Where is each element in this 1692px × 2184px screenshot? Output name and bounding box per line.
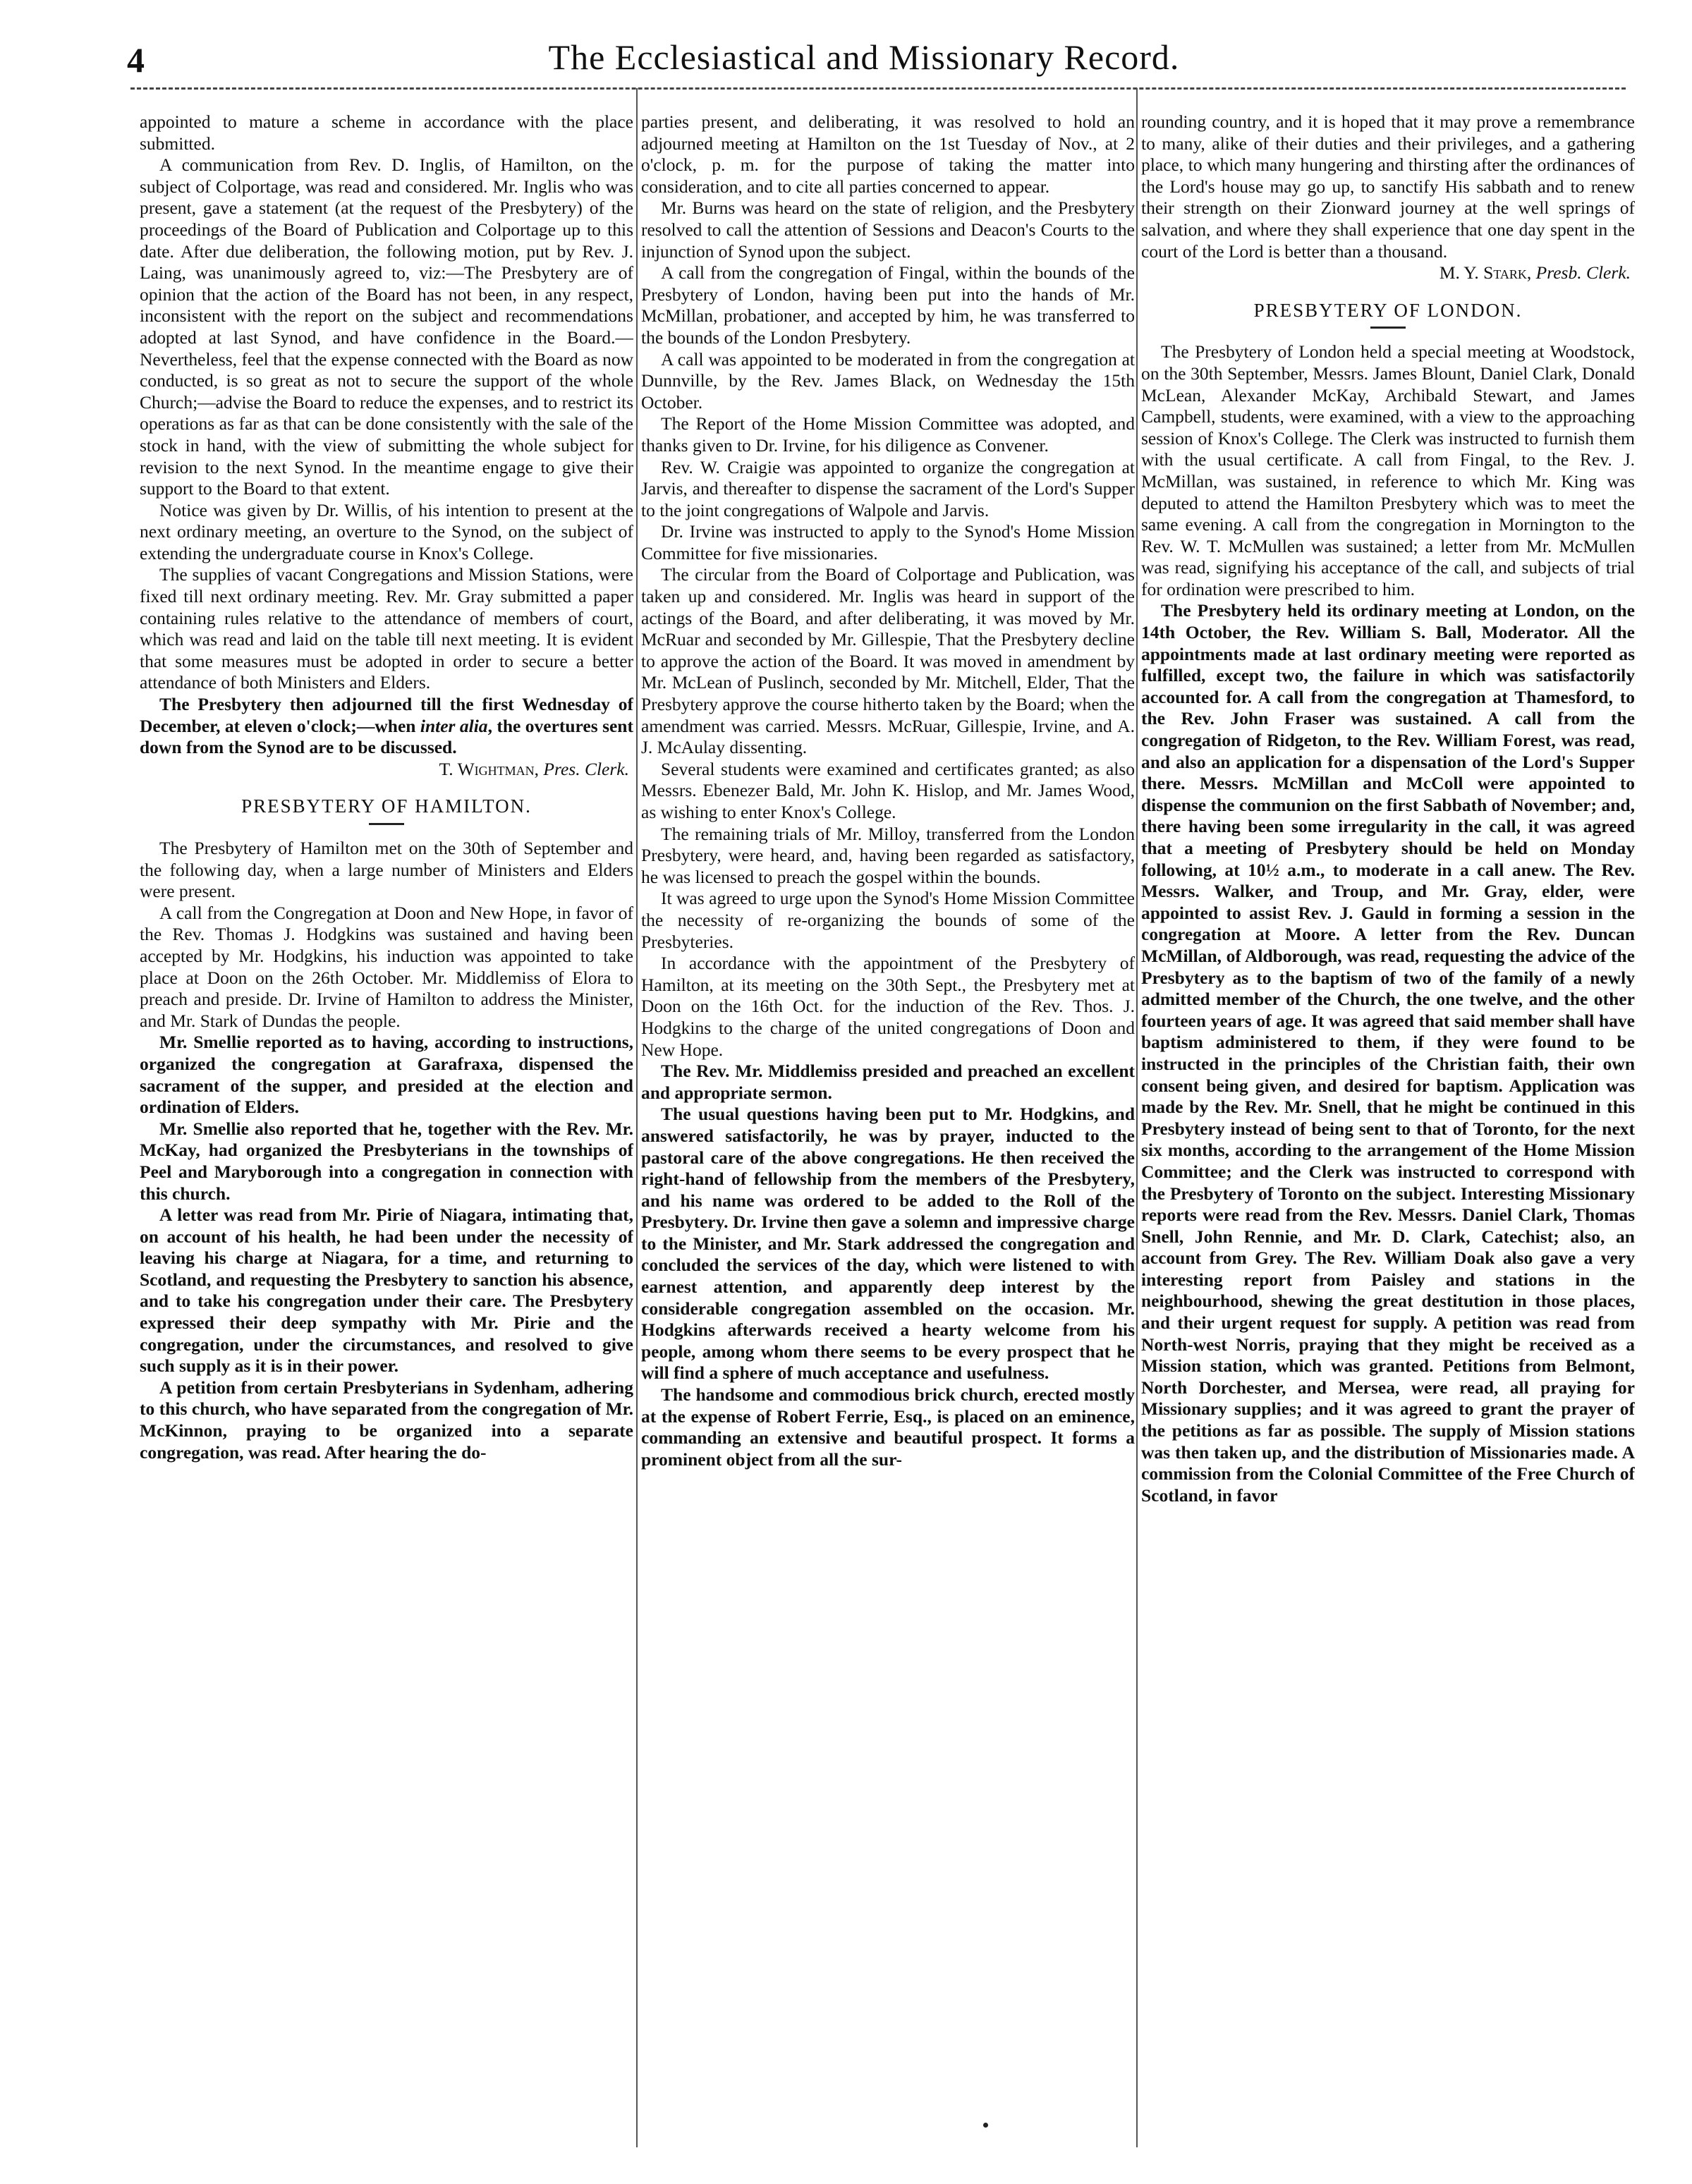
- column-divider: [1136, 88, 1138, 2147]
- paragraph: appointed to mature a scheme in accordance with the place submitted.: [140, 111, 633, 154]
- text-run: The Presbytery then adjourned till the first Wednesday of December, at eleven o'clock;—when: [140, 694, 633, 736]
- paragraph: Mr. Burns was heard on the state of religion, and the Presbytery resolved to call the attention of Sessions and Deacon's Courts to the injunction of Synod upon the subject.: [641, 197, 1135, 262]
- signature-name: T. Wightman,: [439, 758, 540, 779]
- paragraph: The Presbytery held its ordinary meeting at London, on the 14th October, the Rev. William S. Ball, Moderator. All the appointments made at last ordinary meeting were reported as fulfilled, except two, the failure in which was satisfactorily accounted for. A call from the congregation at Thamesford, to the Rev. John Fraser was sustained. A call from the congregation of Ridgeton, to the Rev. William Forest, was read, and also an application for a dispensation of the Lord's Supper there. Messrs. McMillan and McColl were appointed to dispense the communion on the first Sabbath of November; and, there having been some irregularity in the call, it was agreed that a meeting of Presbytery should be held on Monday following, at 10½ a.m., to moderate in a call anew. The Rev. Messrs. Walker, and Troup, and Mr. Gray, elder, were appointed to assist Rev. J. Gauld in forming a session in the congregation at Moore. A letter from the Rev. Duncan McMillan, of Aldborough, was read, requesting the advice of the Presbytery as to the baptism of two of the family of a newly admitted member of the Church, the one twelve, and the other fourteen years of age. It was agreed that said member shall have baptism administered to them, if they were found to be instructed in the principles of the Christian faith, their own consent being given, and desired for baptism. Application was made by the Rev. Mr. Snell, that he might be continued in this Presbytery instead of being sent to that of Toronto, for the next six months, according to the arrangement of the Home Mission Committee; and the Clerk was instructed to correspond with the Presbytery of Toronto on the subject. Interesting Missionary reports were read from the Rev. Messrs. Daniel Clark, Thomas Snell, John Rennie, and Mr. D. Clark, Catechist; also, an account from Grey. The Rev. William Doak also gave a very interesting report from Paisley and stations in the neighbourhood, shewing the great destitution in those places, and their urgent request for supply. A petition was read from North-west Norris, praying that they might be received as a Mission station, which was granted. Petitions from Belmont, North Dorchester, and Mersea, were read, all praying for Missionary supplies; and it was agreed to grant the prayer of the petitions as far as possible. The supply of Mission stations was then taken up, and the distribution of Missionaries made. A commission from the Colonial Committee of the Free Church of Scotland, in favor: [1141, 600, 1635, 1506]
- paragraph: Rev. W. Craigie was appointed to organize the congregation at Jarvis, and thereafter to dispense the sacrament of the Lord's Supper to the joint congregations of Walpole and Jarvis.: [641, 456, 1135, 520]
- paragraph: The remaining trials of Mr. Milloy, transferred from the London Presbytery, were heard, and, having been regarded as satisfactory, he was licensed to preach the gospel within the bounds.: [641, 823, 1135, 887]
- paragraph: The handsome and commodious brick church, erected mostly at the expense of Robert Ferrie, Esq., is placed on an eminence, commanding an extensive and beautiful prospect. It forms a prominent object from all the sur-: [641, 1384, 1135, 1470]
- paragraph: The supplies of vacant Congregations and Mission Stations, were fixed till next ordinary meeting. Rev. Mr. Gray submitted a paper containing rules relative to the attendance of members of court, which was read and laid on the table till next meeting. It is evident that some measures must be adopted in order to secure a better attendance of both Ministers and Elders.: [140, 564, 633, 693]
- paragraph: A call from the congregation of Fingal, within the bounds of the Presbytery of London, having been put into the hands of Mr. McMillan, probationer, and accepted by him, he was transferred to the bounds of the London Presbytery.: [641, 262, 1135, 348]
- paragraph: [140, 694, 633, 759]
- page-number: 4: [127, 40, 145, 80]
- header-rule: [130, 87, 1626, 90]
- paragraph: The usual questions having been put to Mr. Hodgkins, and answered satisfactorily, he was by prayer, inducted to the pastoral care of the above congregations. He then received the right-hand of fellowship from the members of the Presbytery, and his name was ordered to be added to the Roll of the Presbytery. Dr. Irvine then gave a solemn and impressive charge to the Minister, and Mr. Stark addressed the congregation and concluded the services of the day, which were listened to with earnest attention, and apparently deep interest by the considerable congregation assembled on the occasion. Mr. Hodgkins afterwards received a hearty welcome from his people, among whom there seems to be every prospect that he will find a sphere of much acceptance and usefulness.: [641, 1104, 1135, 1384]
- paragraph: Dr. Irvine was instructed to apply to the Synod's Home Mission Committee for five missionaries.: [641, 521, 1135, 563]
- paragraph: parties present, and deliberating, it was resolved to hold an adjourned meeting at Hamilton on the 1st Tuesday of Nov., at 2 o'clock, p. m. for the purpose of taking the matter into consideration, and to cite all parties concerned to appear.: [641, 111, 1135, 197]
- section-heading: PRESBYTERY OF HAMILTON.: [241, 795, 532, 817]
- heading-rule: [369, 823, 404, 825]
- paragraph: The Report of the Home Mission Committee was adopted, and thanks given to Dr. Irvine, for his diligence as Convener.: [641, 413, 1135, 456]
- paragraph: Mr. Smellie also reported that he, together with the Rev. Mr. McKay, had organized the Presbyterians in the townships of Peel and Maryborough into a congregation in connection with this church.: [140, 1118, 633, 1204]
- signature-title: Pres. Clerk.: [543, 758, 629, 779]
- signature: [1141, 262, 1631, 284]
- signature-name: M. Y. Stark,: [1439, 262, 1532, 283]
- paragraph: Mr. Smellie reported as to having, according to instructions, organized the congregation at Garafraxa, dispensed the sacrament of the supper, and presided at the election and ordination of Elders.: [140, 1032, 633, 1118]
- paragraph: Several students were examined and certificates granted; as also Messrs. Ebenezer Bald, Mr. John K. Hislop, and Mr. James Wood, as wishing to enter Knox's College.: [641, 758, 1135, 822]
- paragraph: It was agreed to urge upon the Synod's Home Mission Committee the necessity of re-organizing the bounds of some of the Presbyteries.: [641, 888, 1135, 952]
- paragraph: Notice was given by Dr. Willis, of his intention to present at the next ordinary meeting, an overture to the Synod, on the subject of extending the undergraduate course in Knox's College.: [140, 499, 633, 563]
- italic-text: inter alia: [420, 715, 488, 736]
- paragraph: A petition from certain Presbyterians in Sydenham, adhering to this church, who have separated from the congregation of Mr. McKinnon, praying to be organized into a separate congregation, was read. After hearing the do-: [140, 1377, 633, 1463]
- paragraph: The Presbytery of Hamilton met on the 30th of September and the following day, when a large number of Ministers and Elders were present.: [140, 838, 633, 902]
- paragraph: In accordance with the appointment of the Presbytery of Hamilton, at its meeting on the 30th Sept., the Presbytery met at Doon on the 16th Oct. for the induction of the Rev. Thos. J. Hodgkins to the charge of the united congregations of Doon and New Hope.: [641, 953, 1135, 1060]
- page-header: [106, 37, 1622, 86]
- signature-title: Presb. Clerk.: [1535, 262, 1631, 283]
- paragraph: The Rev. Mr. Middlemiss presided and preached an excellent and appropriate sermon.: [641, 1061, 1135, 1103]
- column-3: [1141, 111, 1635, 2149]
- paragraph: A letter was read from Mr. Pirie of Niagara, intimating that, on account of his health, he had been under the necessity of leaving his charge at Niagara, for a time, and returning to Scotland, and requesting the Presbytery to sanction his absence, and to take his congregation under their care. The Presbytery expressed their deep sympathy with Mr. Pirie and the congregation, under the circumstances, and resolved to give such supply as it is in their power.: [140, 1204, 633, 1377]
- column-divider: [636, 88, 638, 2147]
- journal-title: The Ecclesiastical and Missionary Record.: [548, 37, 1180, 77]
- signature: [140, 759, 629, 781]
- paragraph: A call from the Congregation at Doon and New Hope, in favor of the Rev. Thomas J. Hodgkins was sustained and having been accepted by Mr. Hodgkins, his induction was appointed to take place at Doon on the 26th October. Mr. Middlemiss of Elora to preach and preside. Dr. Irvine of Hamilton to address the Minister, and Mr. Stark of Dundas the people.: [140, 902, 633, 1031]
- text-run: , the overtures sent down from the Synod are to be discussed.: [140, 715, 633, 758]
- paragraph: A communication from Rev. D. Inglis, of Hamilton, on the subject of Colportage, was read and considered. Mr. Inglis who was present, gave a statement (at the request of the Presbytery) of the proceedings of the Board of Publication and Colportage up to this date. After due deliberation, the following motion, put by Rev. J. Laing, was unanimously agreed to, viz:—The Presbytery are of opinion that the action of the Board has not been, in any respect, inconsistent with the report on the subject and recommendations adopted at last Synod, and have confidence in the Board.—Nevertheless, feel that the expense connected with the Board as now conducted, is so great as not to secure the support of the whole Church;—advise the Board to reduce the expenses, and to restrict its operations as far as that can be done consistently with the sale of the stock in hand, with the view of submitting the whole subject for revision to the next Synod. In the meantime engage to give their support to the Board to that extent.: [140, 154, 633, 499]
- heading-rule: [1370, 327, 1406, 329]
- paragraph: The circular from the Board of Colportage and Publication, was taken up and considered. Mr. Inglis was heard in support of the actings of the Board, and after deliberating, it was moved by Mr. McRuar and seconded by Mr. Gillespie, That the Presbytery decline to approve the action of the Board. It was moved in amendment by Mr. McLean of Puslinch, seconded by Mr. Mitchell, Elder, That the Presbytery approve the course hitherto taken by the Board; when the amendment was carried. Messrs. McRuar, Gillespie, Irvine, and A. J. McAulay dissenting.: [641, 564, 1135, 758]
- paragraph: The Presbytery of London held a special meeting at Woodstock, on the 30th September, Messrs. James Blount, Daniel Clark, Donald McLean, Alexander McKay, Archibald Stewart, and James Campbell, students, were examined, with a view to the approaching session of Knox's College. The Clerk was instructed to furnish them with the usual certificate. A call from Fingal, to the Rev. J. McMillan, was sustained, in reference to which Mr. King was deputed to attend the Hamilton Presbytery which was to meet the same evening. A call from the congregation in Mornington to the Rev. W. T. McMullen was sustained; a letter from Mr. McMullen was read, signifying his acceptance of the call, and subjects of trial for ordination were prescribed to him.: [1141, 341, 1635, 599]
- print-mark: [983, 2123, 988, 2128]
- paragraph: A call was appointed to be moderated in from the congregation at Dunnville, by the Rev. James Black, on Wednesday the 15th October.: [641, 348, 1135, 413]
- column-2: [641, 111, 1135, 2149]
- column-1: [140, 111, 633, 2149]
- section-heading: PRESBYTERY OF LONDON.: [1253, 299, 1523, 321]
- paragraph: rounding country, and it is hoped that it may prove a remembrance to many, alike of their duties and their privileges, and a gathering place, to which many hungering and thirsting after the ordinances of the Lord's house may go up, to sanctify His sabbath and to renew their strength on their Zionward journey at the well springs of salvation, and where they shall experience that one day spent in the court of the Lord is better than a thousand.: [1141, 111, 1635, 262]
